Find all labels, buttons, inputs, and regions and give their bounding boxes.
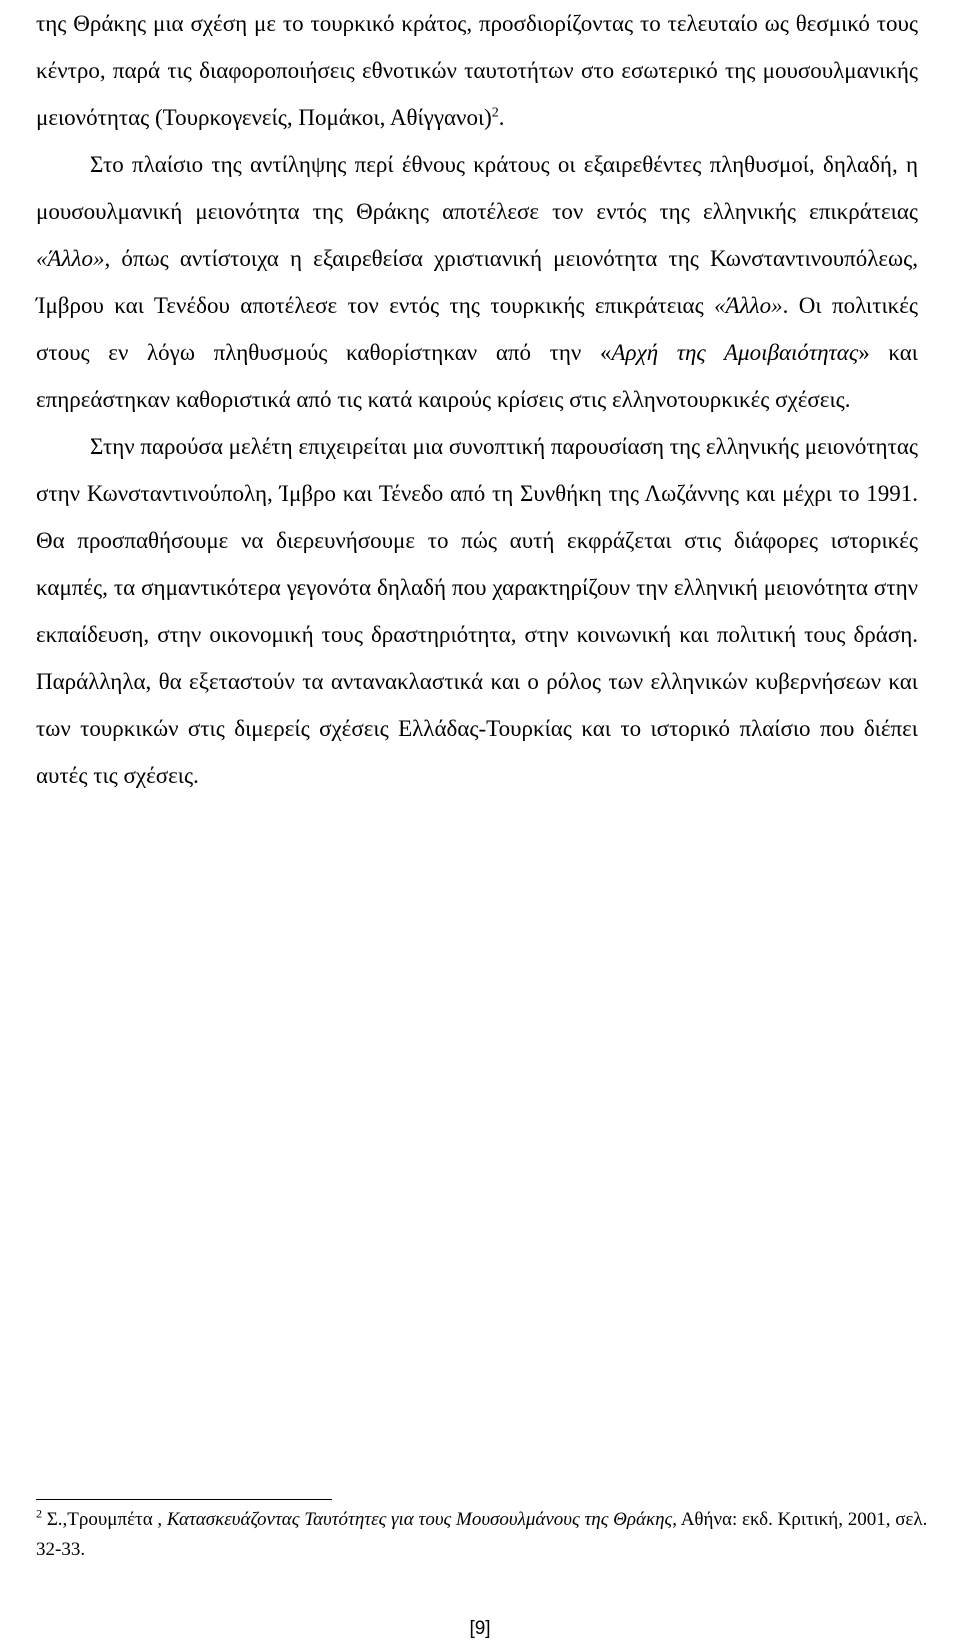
paragraph-text-segment: . Οι πολιτικές στους εν λόγω πληθυσμούς καθορίστηκαν από την «	[36, 293, 918, 365]
body-text	[36, 0, 918, 799]
paragraph-text-segment: .	[498, 105, 505, 130]
paragraph-text-segment: «Άλλο»	[714, 293, 783, 318]
paragraph	[36, 0, 918, 141]
footnote-text-segment: , Αθήνα: εκδ. Κριτική, 2001, σελ. 32-33.	[36, 1509, 928, 1560]
paragraph-text-segment: Στο πλαίσιο της αντίληψης περί έθνους κράτους οι εξαιρεθέντες πληθυσμοί, δηλαδή, η μουσουλμανική μειονότητα της Θράκης αποτέλεσε τον εντός της ελληνικής επικράτειας	[36, 152, 918, 224]
footnote-text-segment: Κατασκευάζοντας Ταυτότητες για τους Μουσουλμάνους της Θράκης	[166, 1509, 673, 1530]
paragraph-text-segment: Αρχή της Αμοιβαιότητας	[611, 340, 859, 365]
footnote	[36, 1505, 936, 1565]
page-number: [9]	[469, 1618, 491, 1639]
paragraph-text-segment: Στην παρούσα μελέτη επιχειρείται μια συνοπτική παρουσίαση της ελληνικής μειονότητας στην Κωνσταντινούπολη, Ίμβρο και Τένεδο από τη Συνθήκη της Λωζάννης και μέχρι το 1991. Θα προσπαθήσουμε να διερευνήσουμε το πώς αυτή εκφράζεται στις διάφορες ιστορικές καμπές, τα σημαντικότερα γεγονότα δηλαδή που χαρακτηρίζουν την ελληνική μειονότητα στην εκπαίδευση, στην οικονομική τους δραστηριότητα, στην κοινωνική και πολιτική τους δράση. Παράλληλα, θα εξεταστούν τα αντανακλαστικά και ο ρόλος των ελληνικών κυβερνήσεων και των τουρκικών στις διμερείς σχέσεις Ελλάδας-Τουρκίας και το ιστορικό πλαίσιο που διέπει αυτές τις σχέσεις.	[36, 434, 918, 788]
paragraph-text-segment: » και επηρεάστηκαν καθοριστικά από τις κατά καιρούς κρίσεις στις ελληνοτουρκικές σχέσεις.	[36, 340, 918, 412]
paragraph-text-segment: , όπως αντίστοιχα η εξαιρεθείσα χριστιανική μειονότητα της Κωνσταντινουπόλεως, Ίμβρου και Τενέδου αποτέλεσε τον εντός της τουρκικής επικράτειας	[36, 246, 918, 318]
footnote-separator	[36, 1499, 332, 1500]
footnote-reference[interactable]: 2	[491, 105, 499, 121]
paragraph-text-segment: της Θράκης μια σχέση με το τουρκικό κράτος, προσδιορίζοντας το τελευταίο ως θεσμικό τους κέντρο, παρά τις διαφοροποιήσεις εθνοτικών ταυτοτήτων στο εσωτερικό της μουσουλμανικής μειονότητας (Τουρκογενείς, Πομάκοι, Αθίγγανοι)	[36, 11, 918, 130]
paragraph	[36, 141, 918, 423]
paragraph	[36, 423, 918, 799]
footnote-text-segment: Σ.,Τρουμπέτα ,	[42, 1509, 167, 1530]
paragraph-text-segment: «Άλλο»	[36, 246, 105, 271]
footnote-number: 2	[36, 1506, 42, 1521]
